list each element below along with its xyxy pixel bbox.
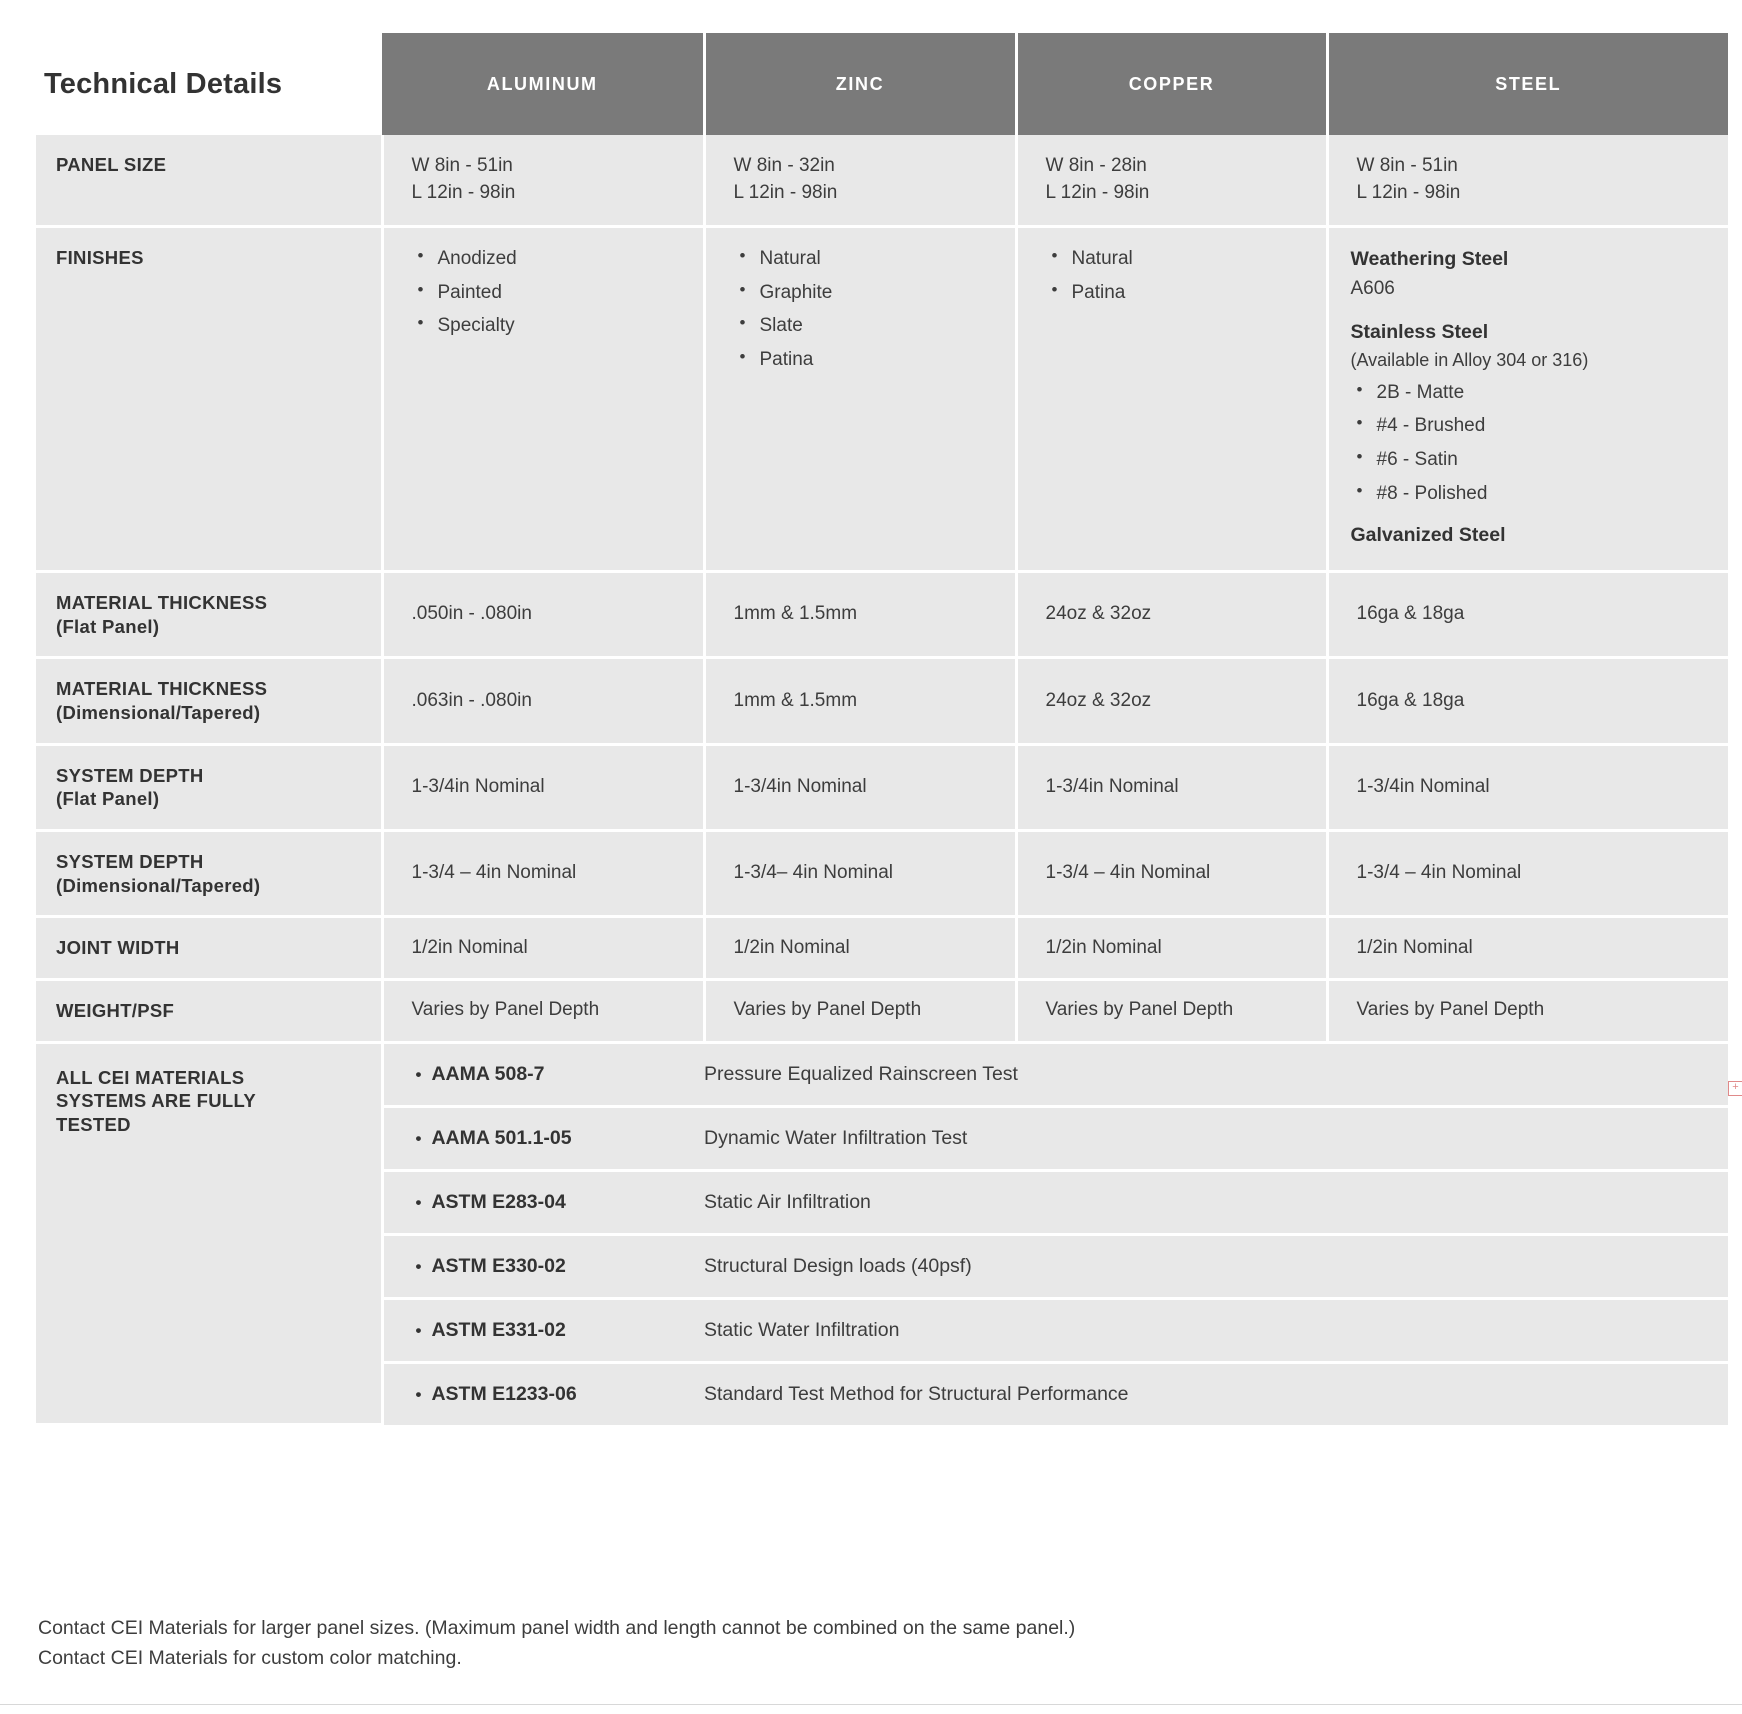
test-code <box>382 1106 704 1170</box>
table-header-row <box>36 33 1728 135</box>
row-label-line3: TESTED <box>56 1114 131 1136</box>
row-label-panel-size: PANEL SIZE <box>36 135 382 226</box>
table-header <box>36 33 1728 135</box>
weathering-steel-value: A606 <box>1350 277 1395 299</box>
test-description: Dynamic Water Infiltration Test <box>704 1106 1728 1170</box>
stainless-finishes-list <box>1351 380 1717 507</box>
table-row <box>36 744 1728 830</box>
table-row <box>36 917 1728 980</box>
row-label-material-thickness-dimensional <box>36 658 382 744</box>
cell-weight-copper: Varies by Panel Depth <box>1016 980 1327 1043</box>
cell-system-depth-dimensional-steel: 1-3/4 – 4in Nominal <box>1327 831 1728 917</box>
table-row <box>36 572 1728 658</box>
column-header-copper: COPPER <box>1016 33 1327 135</box>
list-item: • 2B - Matte <box>1355 380 1717 406</box>
finishes-list <box>734 246 1003 373</box>
bullet-icon: • <box>415 1384 422 1404</box>
row-label-system-depth-dimensional <box>36 831 382 917</box>
cell-thickness-flat-steel: 16ga & 18ga <box>1327 572 1728 658</box>
test-code-label: ASTM E1233-06 <box>431 1382 577 1405</box>
row-label-line1: MATERIAL THICKNESS <box>56 678 268 700</box>
list-item: • Patina <box>1050 280 1314 306</box>
cell-system-depth-dimensional-copper: 1-3/4 – 4in Nominal <box>1016 831 1327 917</box>
row-label-system-depth-flat <box>36 744 382 830</box>
panel-width-value: W 8in - 28in <box>1045 155 1147 176</box>
list-item: • Slate <box>738 313 1003 339</box>
bullet-icon: • <box>415 1256 422 1276</box>
table-row <box>36 980 1728 1043</box>
row-label-line2: (Dimensional/Tapered) <box>56 874 261 896</box>
cell-joint-width-copper: 1/2in Nominal <box>1016 917 1327 980</box>
cell-joint-width-zinc: 1/2in Nominal <box>704 917 1016 980</box>
row-label-line2: (Flat Panel) <box>56 788 160 810</box>
table-row <box>36 658 1728 744</box>
row-label-line1: SYSTEM DEPTH <box>56 851 204 873</box>
technical-details-table-wrapper <box>36 33 1728 1426</box>
bullet-icon: • <box>415 1128 422 1148</box>
list-item: • #6 - Satin <box>1355 447 1717 473</box>
cell-panel-size-zinc <box>704 135 1016 226</box>
list-item: • #8 - Polished <box>1355 481 1717 507</box>
test-code <box>382 1042 704 1106</box>
table-row <box>36 135 1728 226</box>
row-label-weight-psf: WEIGHT/PSF <box>36 980 382 1043</box>
stainless-steel-heading: Stainless Steel <box>1350 320 1489 343</box>
row-label-line1: MATERIAL THICKNESS <box>56 592 268 614</box>
cell-panel-size-copper <box>1016 135 1327 226</box>
row-label-line1: SYSTEM DEPTH <box>56 764 204 786</box>
test-description: Static Air Infiltration <box>704 1170 1728 1234</box>
bullet-icon: • <box>415 1064 422 1084</box>
bullet-icon: • <box>415 1320 422 1340</box>
test-code <box>382 1234 704 1298</box>
cell-thickness-dimensional-zinc: 1mm & 1.5mm <box>704 658 1016 744</box>
cell-finishes-aluminum <box>382 226 704 571</box>
row-label-line2: SYSTEMS ARE FULLY <box>56 1090 257 1112</box>
column-header-steel: STEEL <box>1327 33 1728 135</box>
page-title: Technical Details <box>36 33 382 135</box>
panel-width-value: W 8in - 51in <box>1356 155 1458 176</box>
panel-width-value: W 8in - 32in <box>733 155 835 176</box>
cell-finishes-steel <box>1327 226 1728 571</box>
cell-joint-width-aluminum: 1/2in Nominal <box>382 917 704 980</box>
panel-width-value: W 8in - 51in <box>411 155 513 176</box>
test-code <box>382 1362 704 1425</box>
cell-thickness-flat-zinc: 1mm & 1.5mm <box>704 572 1016 658</box>
cell-panel-size-steel <box>1327 135 1728 226</box>
panel-length-value: L 12in - 98in <box>733 181 838 203</box>
finishes-list <box>412 246 691 339</box>
panel-length-value: L 12in - 98in <box>411 181 516 203</box>
table-row <box>36 1042 1728 1106</box>
galvanized-steel-heading: Galvanized Steel <box>1350 524 1506 547</box>
list-item: • #4 - Brushed <box>1355 413 1717 439</box>
cell-weight-aluminum: Varies by Panel Depth <box>382 980 704 1043</box>
footnote-line: Contact CEI Materials for custom color matching. <box>38 1647 462 1670</box>
finishes-list <box>1046 246 1314 305</box>
test-description: Standard Test Method for Structural Performance <box>704 1362 1728 1425</box>
row-label-line2: (Dimensional/Tapered) <box>56 702 261 724</box>
cell-system-depth-flat-copper: 1-3/4in Nominal <box>1016 744 1327 830</box>
cell-system-depth-dimensional-zinc: 1-3/4– 4in Nominal <box>704 831 1016 917</box>
cell-thickness-dimensional-steel: 16ga & 18ga <box>1327 658 1728 744</box>
cell-system-depth-flat-aluminum: 1-3/4in Nominal <box>382 744 704 830</box>
column-header-aluminum: ALUMINUM <box>382 33 704 135</box>
test-description: Static Water Infiltration <box>704 1298 1728 1362</box>
cell-system-depth-dimensional-aluminum: 1-3/4 – 4in Nominal <box>382 831 704 917</box>
table-row <box>36 831 1728 917</box>
row-label-line1: ALL CEI MATERIALS <box>56 1066 245 1088</box>
cell-system-depth-flat-steel: 1-3/4in Nominal <box>1327 744 1728 830</box>
test-description: Pressure Equalized Rainscreen Test <box>704 1042 1728 1106</box>
test-code <box>382 1298 704 1362</box>
cell-panel-size-aluminum <box>382 135 704 226</box>
bullet-icon: • <box>415 1192 422 1212</box>
test-code-label: ASTM E283-04 <box>431 1190 566 1213</box>
table-row <box>36 226 1728 571</box>
cell-thickness-dimensional-aluminum: .063in - .080in <box>382 658 704 744</box>
test-code-label: AAMA 508-7 <box>431 1062 545 1085</box>
test-code <box>382 1170 704 1234</box>
row-label-line2: (Flat Panel) <box>56 615 160 637</box>
table-body <box>36 135 1728 1425</box>
row-label-material-thickness-flat <box>36 572 382 658</box>
list-item: • Graphite <box>738 280 1003 306</box>
row-label-all-cei-materials-tested <box>36 1042 382 1425</box>
page-divider <box>0 1704 1742 1705</box>
footnote-line: Contact CEI Materials for larger panel sizes. (Maximum panel width and length cannot be combined on the same panel.) <box>38 1617 1076 1639</box>
cell-weight-zinc: Varies by Panel Depth <box>704 980 1016 1043</box>
cell-thickness-flat-copper: 24oz & 32oz <box>1016 572 1327 658</box>
cell-weight-steel: Varies by Panel Depth <box>1327 980 1728 1043</box>
list-item: • Specialty <box>416 313 691 339</box>
test-code-label: AAMA 501.1-05 <box>431 1126 572 1149</box>
stainless-steel-note: (Available in Alloy 304 or 316) <box>1350 350 1589 371</box>
list-item: • Anodized <box>416 246 691 272</box>
weathering-steel-heading: Weathering Steel <box>1350 247 1509 270</box>
row-label-finishes: FINISHES <box>36 226 382 571</box>
panel-length-value: L 12in - 98in <box>1356 181 1461 203</box>
list-item: • Natural <box>1050 246 1314 272</box>
cell-joint-width-steel: 1/2in Nominal <box>1327 917 1728 980</box>
technical-details-table <box>36 33 1728 1426</box>
test-code-label: ASTM E330-02 <box>431 1254 566 1277</box>
expand-plus-icon[interactable]: + <box>1728 1081 1742 1096</box>
cell-thickness-dimensional-copper: 24oz & 32oz <box>1016 658 1327 744</box>
column-header-zinc: ZINC <box>704 33 1016 135</box>
panel-length-value: L 12in - 98in <box>1045 181 1150 203</box>
test-description: Structural Design loads (40psf) <box>704 1234 1728 1298</box>
cell-finishes-copper <box>1016 226 1327 571</box>
footnotes <box>38 1613 1075 1673</box>
list-item: • Painted <box>416 280 691 306</box>
row-label-joint-width: JOINT WIDTH <box>36 917 382 980</box>
list-item: • Natural <box>738 246 1003 272</box>
test-code-label: ASTM E331-02 <box>431 1318 566 1341</box>
list-item: • Patina <box>738 347 1003 373</box>
cell-thickness-flat-aluminum: .050in - .080in <box>382 572 704 658</box>
cell-system-depth-flat-zinc: 1-3/4in Nominal <box>704 744 1016 830</box>
cell-finishes-zinc <box>704 226 1016 571</box>
